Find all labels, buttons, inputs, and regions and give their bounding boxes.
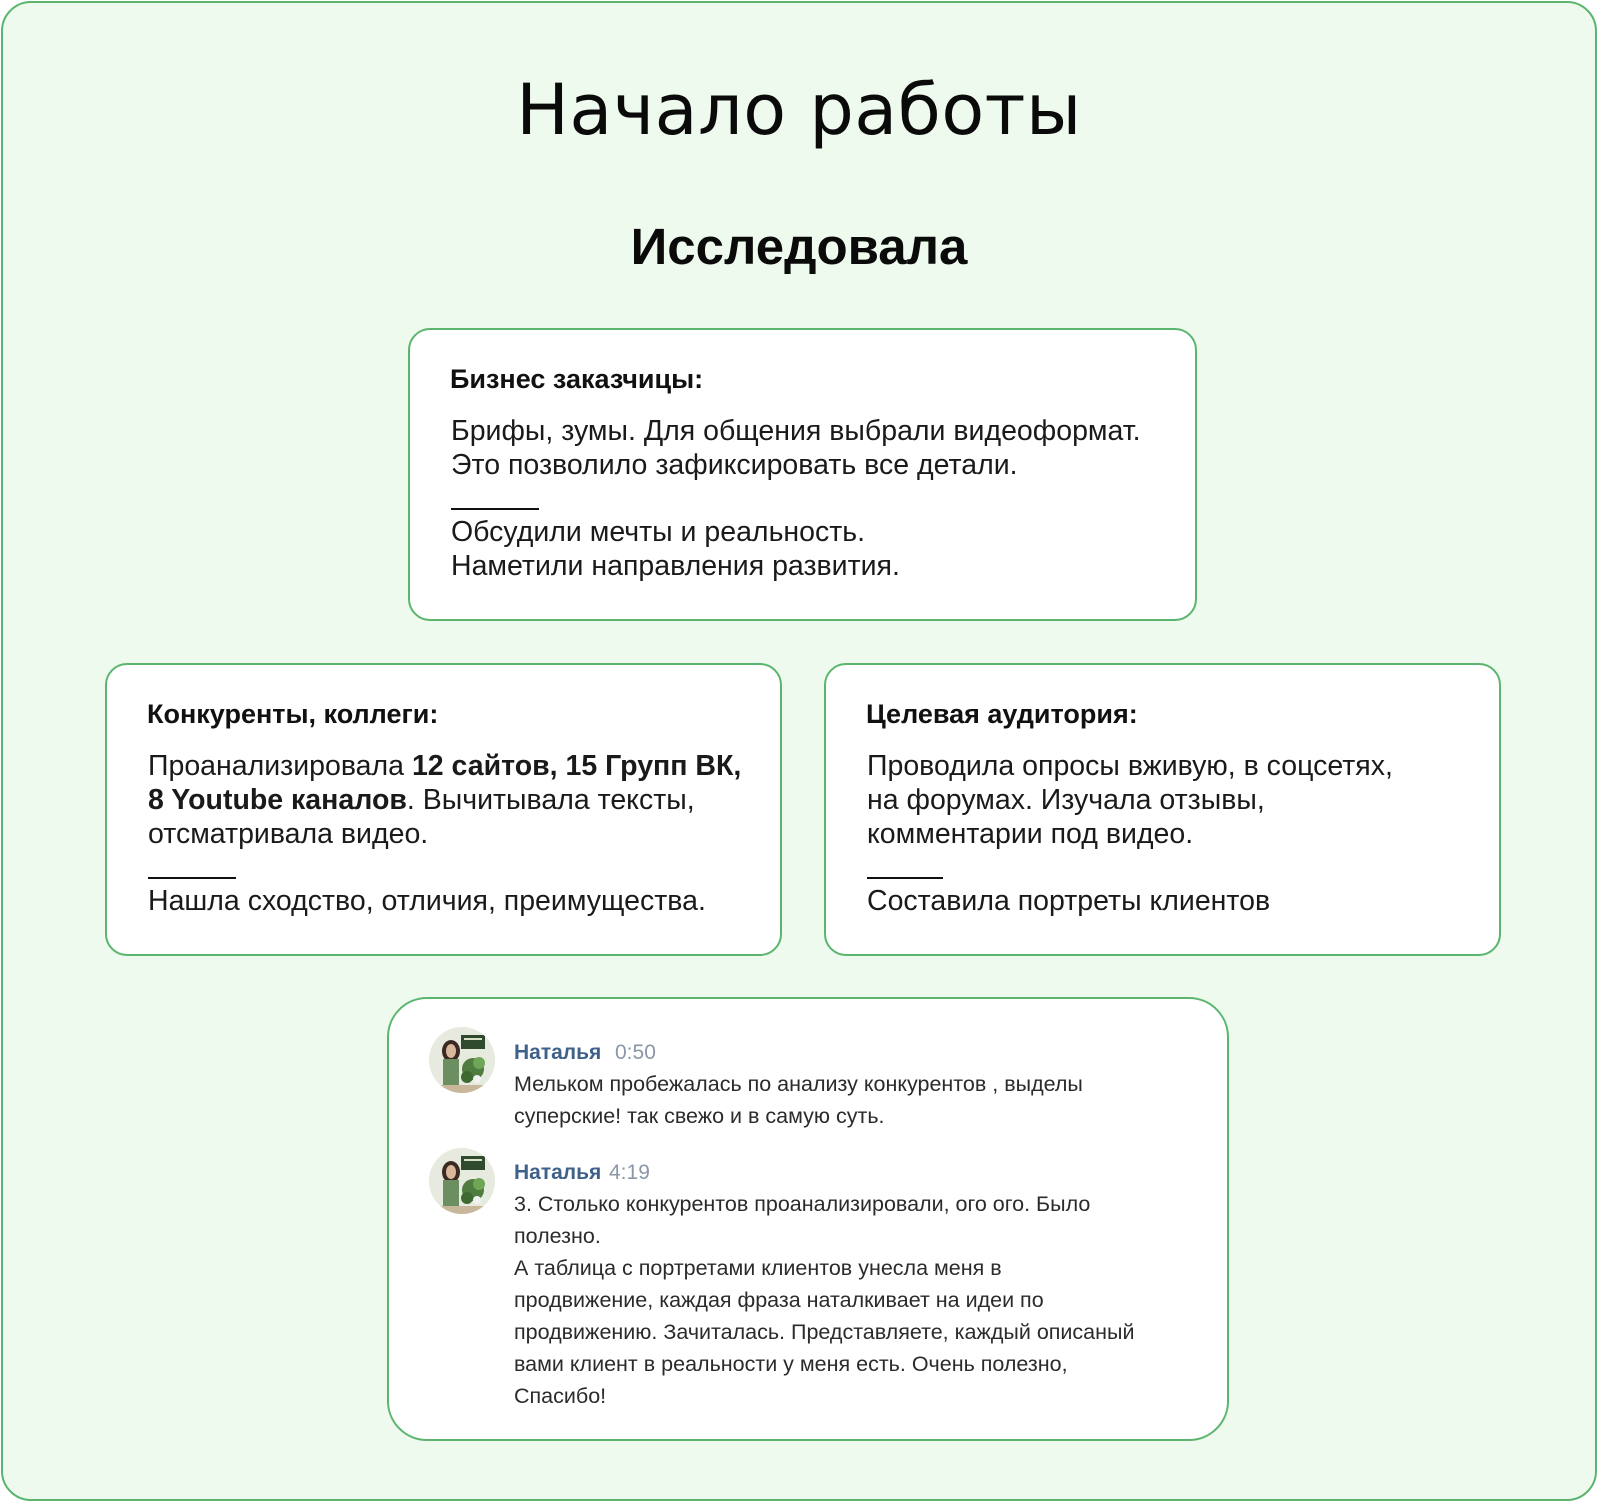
avatar-photo-icon: [429, 1027, 495, 1093]
message-text: [514, 1068, 1083, 1132]
avatar[interactable]: [429, 1148, 495, 1214]
section-title: Исследовала: [630, 218, 968, 275]
message-line: продвижение, каждая фраза наталкивает на идеи по: [514, 1288, 1044, 1312]
competitors-line: отсматривала видео.: [148, 818, 429, 850]
audience-result: Составила портреты клиентов: [867, 885, 1271, 917]
message-time: 0:50: [615, 1041, 656, 1064]
page-title: Начало работы: [516, 69, 1082, 151]
message-line: А таблица с портретами клиентов унесла меня в: [514, 1256, 1002, 1280]
message-time: 4:19: [609, 1161, 650, 1184]
message-author[interactable]: Наталья: [514, 1161, 602, 1184]
business-result-line: Обсудили мечты и реальность.: [451, 516, 866, 548]
competitors-text: [148, 749, 741, 851]
avatar-photo-icon: [429, 1148, 495, 1214]
competitors-line-bold: 12 сайтов, 15 Групп ВК,: [411, 750, 742, 782]
audience-line: комментарии под видео.: [867, 818, 1194, 850]
message-line: 3. Столько конкурентов проанализировали, ого ого. Было: [514, 1192, 1091, 1216]
competitors-result: Нашла сходство, отличия, преимущества.: [148, 885, 706, 917]
divider: [867, 877, 943, 879]
business-result-line: Наметили направления развития.: [451, 550, 900, 582]
business-result: [451, 515, 900, 583]
business-line: Это позволило зафиксировать все детали.: [451, 449, 1018, 481]
audience-line: Проводила опросы вживую, в соцсетях,: [867, 750, 1393, 782]
message-line: продвижению. Зачиталась. Представляете, каждый описаный: [514, 1320, 1135, 1344]
message-author[interactable]: Наталья: [514, 1041, 602, 1064]
divider: [148, 877, 236, 879]
business-card: [408, 328, 1197, 621]
competitors-card: [105, 663, 782, 956]
business-heading: Бизнес заказчицы:: [450, 364, 704, 394]
divider: [451, 508, 539, 510]
competitors-line: [148, 783, 741, 817]
competitors-line-prefix: Проанализировала: [148, 750, 412, 782]
page-frame: [1, 1, 1597, 1501]
audience-text: [867, 749, 1393, 851]
message-line: Спасибо!: [514, 1384, 607, 1408]
competitors-line: [148, 749, 741, 783]
message-line: Мельком пробежалась по анализу конкурентов , выделы: [514, 1072, 1083, 1096]
competitors-line-bold: 8 Youtube каналов: [148, 784, 407, 816]
competitors-heading: Конкуренты, коллеги:: [147, 699, 439, 729]
message-line: полезно.: [514, 1224, 601, 1248]
business-text: [451, 414, 1141, 482]
message-line: суперские! так свежо и в самую суть.: [514, 1104, 885, 1128]
business-line: Брифы, зумы. Для общения выбрали видеоформат.: [451, 415, 1141, 447]
reviews-card: [387, 997, 1229, 1441]
audience-card: [824, 663, 1501, 956]
message-line: вами клиент в реальности у меня есть. Очень полезно,: [514, 1352, 1068, 1376]
audience-heading: Целевая аудитория:: [866, 699, 1138, 729]
audience-line: на форумах. Изучала отзывы,: [867, 784, 1265, 816]
avatar[interactable]: [429, 1027, 495, 1093]
message-text: [514, 1188, 1134, 1412]
competitors-line-rest: . Вычитывала тексты,: [406, 784, 695, 816]
